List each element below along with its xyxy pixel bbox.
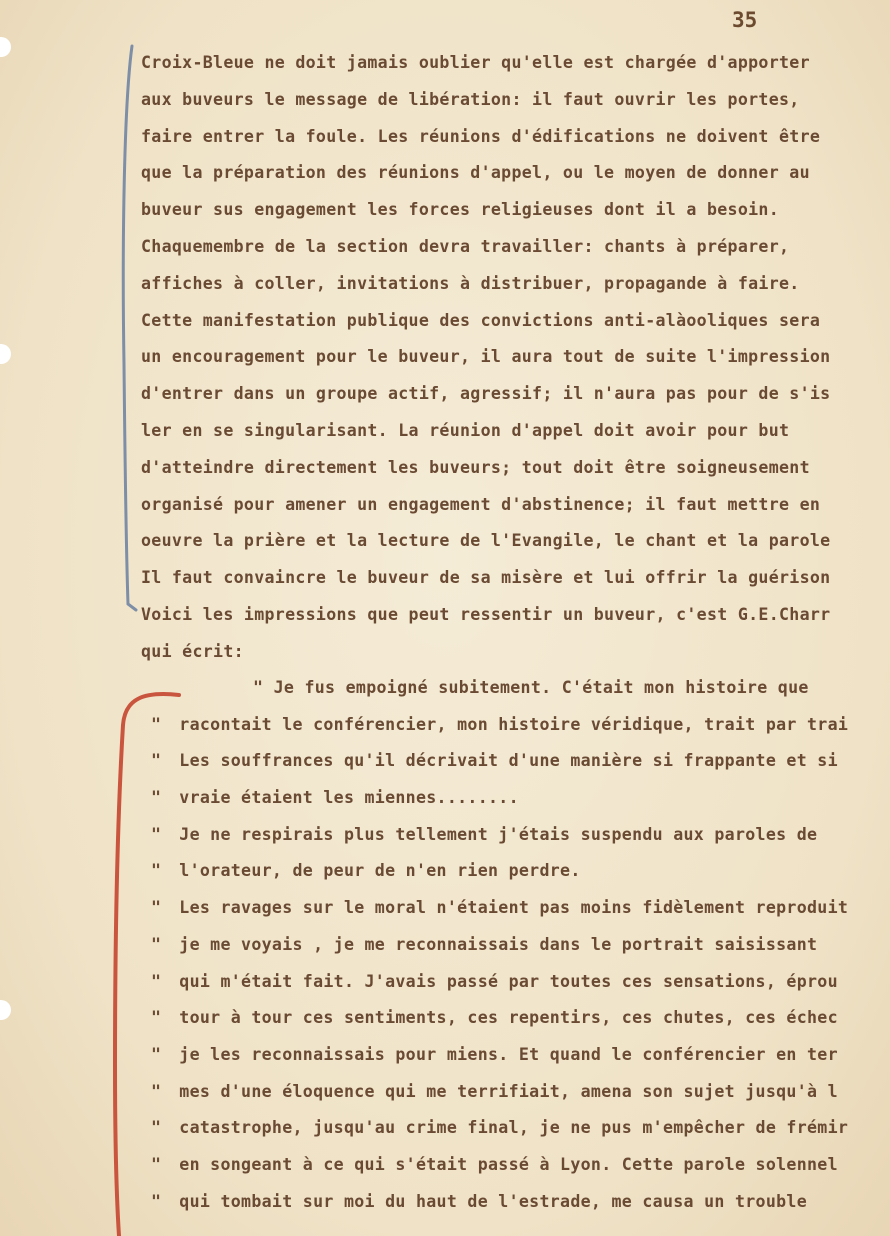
quote-line-text: racontait le conférencier, mon histoire véridique, trait par trai <box>179 714 849 734</box>
quote-line-text: je les reconnaissais pour miens. Et quand le conférencier en ter <box>179 1044 838 1064</box>
quote-line <box>141 1000 886 1037</box>
quote-line <box>141 1037 886 1074</box>
quote-mark: " <box>151 898 162 918</box>
text-line: organisé pour amener un engagement d'abstinence; il faut mettre en <box>141 494 821 514</box>
text-line: Il faut convaincre le buveur de sa misère et lui offrir la guérison <box>141 568 831 588</box>
quote-line-text: mes d'une éloquence qui me terrifiait, amena son sujet jusqu'à l <box>179 1081 838 1101</box>
quote-line <box>141 1184 886 1221</box>
punch-hole <box>0 344 11 364</box>
text-line: Cette manifestation publique des convictions anti-alàooliques sera <box>141 310 821 330</box>
quote-line <box>141 1147 886 1184</box>
text-line: ler en se singularisant. La réunion d'appel doit avoir pour but <box>141 420 790 440</box>
text-line: d'entrer dans un groupe actif, agressif; il n'aura pas pour de s'is <box>141 384 831 404</box>
quote-line-text: vraie étaient les miennes........ <box>179 788 519 808</box>
quote-line-text: catastrophe, jusqu'au crime final, je ne pus m'empêcher de frémir <box>179 1118 849 1138</box>
quote-line-text: je me voyais , je me reconnaissais dans le portrait saisissant <box>179 934 818 954</box>
quote-mark: " <box>151 1081 162 1101</box>
quote-line-text: Les souffrances qu'il décrivait d'une manière si frappante et si <box>179 751 838 771</box>
quote-mark: " <box>151 1154 162 1174</box>
text-line: buveur sus engagement les forces religieuses dont il a besoin. <box>141 200 779 220</box>
quote-line <box>141 853 886 890</box>
text-line: d'atteindre directement les buveurs; tout doit être soigneusement <box>141 457 810 477</box>
quote-mark: " <box>151 788 162 808</box>
quote-mark: " <box>151 1118 162 1138</box>
text-line: qui écrit: <box>141 641 244 661</box>
quote-line <box>141 1074 886 1111</box>
quote-line <box>141 743 886 780</box>
quote-mark: " <box>151 971 162 991</box>
text-line: faire entrer la foule. Les réunions d'édifications ne doivent être <box>141 126 821 146</box>
quote-line-text: qui m'était fait. J'avais passé par toutes ces sensations, éprou <box>179 971 838 991</box>
quote-line <box>141 927 886 964</box>
quote-line-text: tour à tour ces sentiments, ces repentirs, ces chutes, ces échec <box>179 1008 838 1028</box>
punch-hole <box>0 1000 11 1020</box>
quote-first-line: " Je fus empoigné subitement. C'était mon histoire que <box>253 678 809 697</box>
quote-mark: " <box>151 934 162 954</box>
paragraph-text <box>141 45 886 671</box>
quote-line <box>141 707 886 744</box>
text-line: aux buveurs le message de libération: il faut ouvrir les portes, <box>141 89 800 109</box>
quote-mark: " <box>151 1044 162 1064</box>
quote-mark: " <box>151 1008 162 1028</box>
quote-mark: " <box>151 714 162 734</box>
quote-line-text: Les ravages sur le moral n'étaient pas moins fidèlement reproduit <box>179 898 849 918</box>
quote-line-text: qui tombait sur moi du haut de l'estrade, me causa un trouble <box>179 1191 808 1211</box>
quote-line <box>141 890 886 927</box>
quote-line <box>141 817 886 854</box>
text-line: oeuvre la prière et la lecture de l'Evangile, le chant et la parole <box>141 531 831 551</box>
blue-pencil-margin-mark <box>118 44 138 614</box>
quote-line <box>141 780 886 817</box>
page-number: 35 <box>732 8 758 32</box>
text-line: Voici les impressions que peut ressentir un buveur, c'est G.E.Charr <box>141 604 831 624</box>
quotation-block <box>141 670 886 1220</box>
text-line: affiches à coller, invitations à distribuer, propagande à faire. <box>141 273 800 293</box>
text-line: Croix-Bleue ne doit jamais oublier qu'elle est chargée d'apporter <box>141 53 810 72</box>
quote-line-text: en songeant à ce qui s'était passé à Lyon. Cette parole solennel <box>179 1154 838 1174</box>
text-line: que la préparation des réunions d'appel, ou le moyen de donner au <box>141 163 810 183</box>
quote-line-text: Je ne respirais plus tellement j'étais suspendu aux paroles de <box>179 824 818 844</box>
quote-mark: " <box>151 751 162 771</box>
text-line: Chaquemembre de la section devra travailler: chants à préparer, <box>141 236 790 256</box>
text-line: un encouragement pour le buveur, il aura tout de suite l'impression <box>141 347 831 367</box>
quote-line <box>141 964 886 1001</box>
punch-hole <box>0 37 11 57</box>
quote-mark: " <box>151 824 162 844</box>
quote-line <box>141 1110 886 1147</box>
quote-mark: " <box>151 861 162 881</box>
quote-mark: " <box>151 1191 162 1211</box>
quote-line-text: l'orateur, de peur de n'en rien perdre. <box>179 861 581 881</box>
